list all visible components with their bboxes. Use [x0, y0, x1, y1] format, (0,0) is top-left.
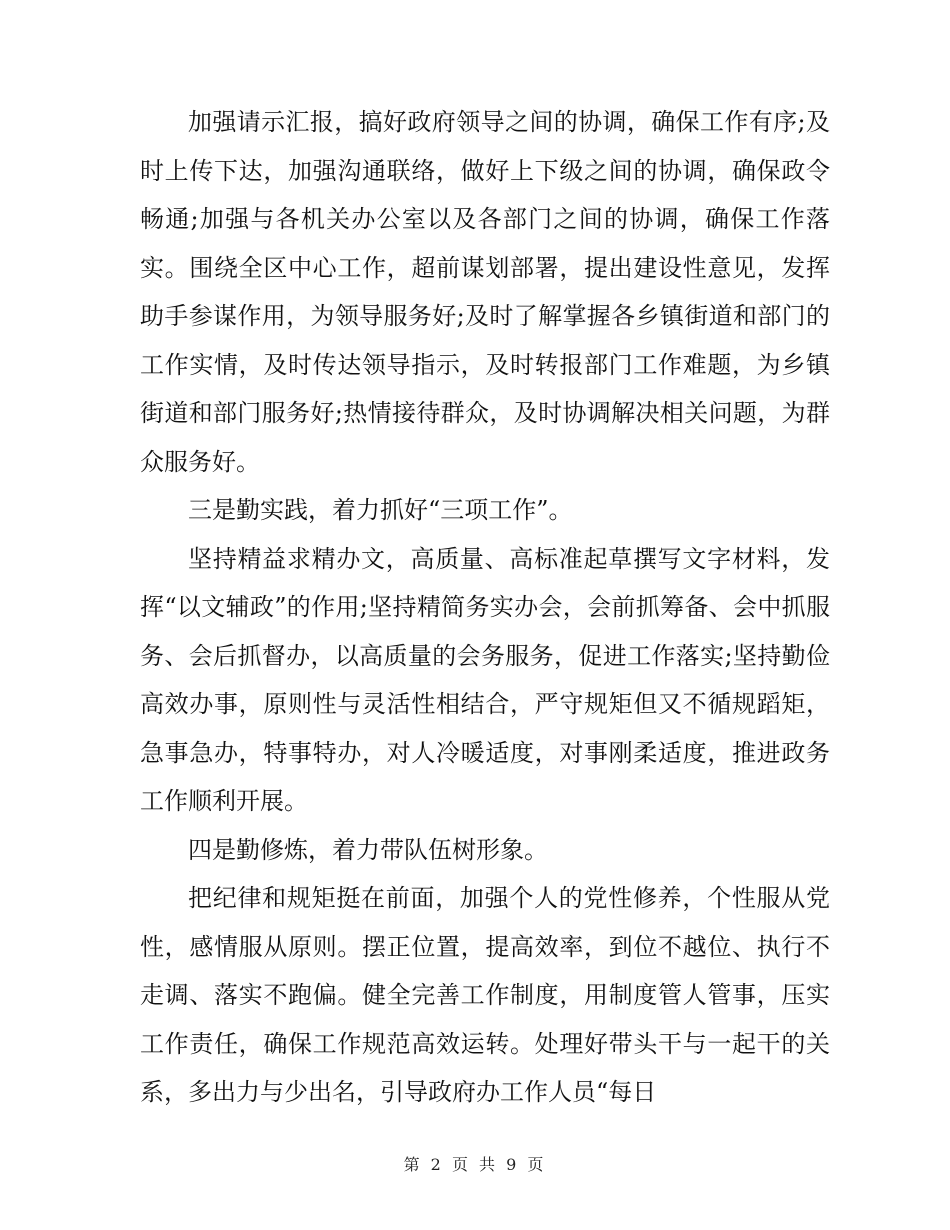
- paragraph-discipline: 把纪律和规矩挺在前面，加强个人的党性修养，个性服从党性，感情服从原则。摆正位置，提高效率，到位不越位、执行不走调、落实不跑偏。健全完善工作制度，用制度管人管事，压实工作责任，确保工作规范高效运转。处理好带头干与一起干的关系，多出力与少出名，引导政府办工作人员“每日: [140, 884, 830, 1106]
- paragraph-three-works: 坚持精益求精办文，高质量、高标准起草撰写文字材料，发挥“以文辅政”的作用;坚持精简务实办会，会前抓筹备、会中抓服务、会后抓督办，以高质量的会务服务，促进工作落实;坚持勤俭高效办事，原则性与灵活性相结合，严守规矩但又不循规蹈矩，急事急办，特事特办，对人冷暖适度，对事刚柔适度，推进政务工作顺利开展。: [140, 544, 830, 815]
- page-number-footer: 第 2 页 共 9 页: [403, 1155, 547, 1174]
- paragraph-coordination: 加强请示汇报，搞好政府领导之间的协调，确保工作有序;及时上传下达，加强沟通联络，做好上下级之间的协调，确保政令畅通;加强与各机关办公室以及各部门之间的协调，确保工作落实。围绕全区中心工作，超前谋划部署，提出建设性意见，发挥助手参谋作用，为领导服务好;及时了解掌握各乡镇街道和部门的工作实情，及时传达领导指示，及时转报部门工作难题，为乡镇街道和部门服务好;热情接待群众，及时协调解决相关问题，为群众服务好。: [140, 108, 830, 476]
- heading-three-diligent-practice: 三是勤实践，着力抓好“三项工作”。: [188, 496, 573, 524]
- document-body: [140, 98, 830, 1117]
- heading-four-diligent-cultivation: 四是勤修炼，着力带队伍树形象。: [188, 835, 548, 864]
